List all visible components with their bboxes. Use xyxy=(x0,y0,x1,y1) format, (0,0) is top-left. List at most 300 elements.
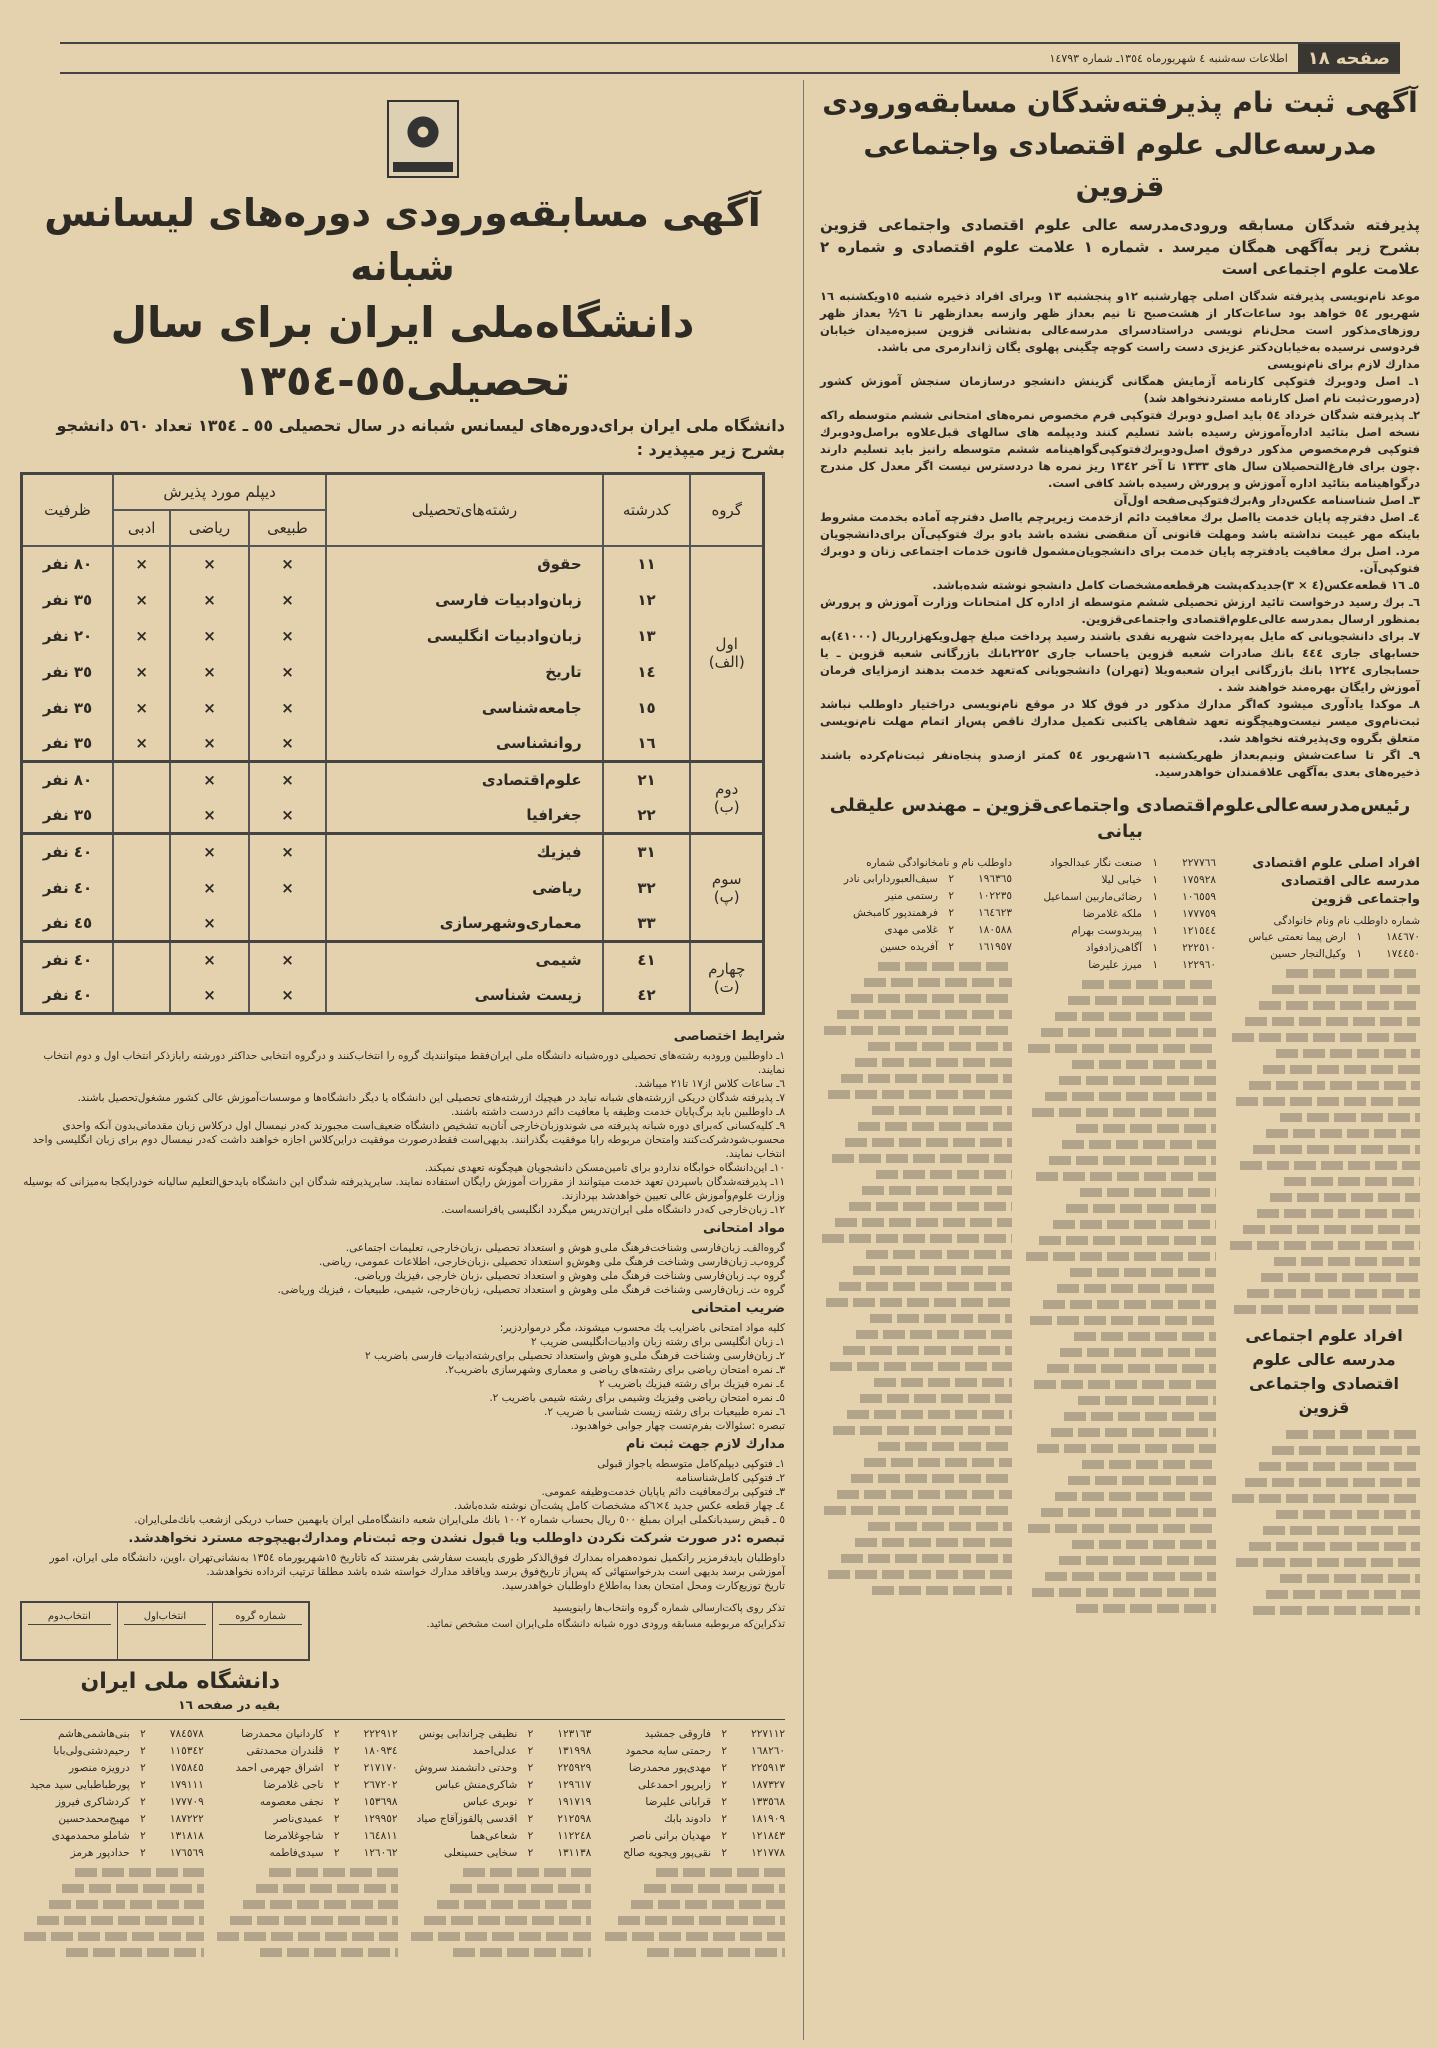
group-name: سوم xyxy=(711,869,742,888)
list-filler xyxy=(874,1378,1012,1387)
applicant-name: قرابانی علیرضا xyxy=(645,1796,711,1808)
text-line: ٧ـ پذیرفته شدگان دریكی ازرشته‌های شبانه نباید در هیچیك ازرشته‌های تحصیلی این دانشگاه یا دیگر دانشگاه‌ها و موسسات‌آموزش عالی كشور مشغول‌تحصیل باشند. xyxy=(77,1092,785,1104)
code-cell: ١٦ xyxy=(603,726,691,762)
diploma-nat-cell xyxy=(249,870,327,906)
field-code: ٢ xyxy=(948,924,954,936)
applicant-number: ٢٢٥٩١٣ xyxy=(751,1762,785,1774)
form-notes xyxy=(326,1601,785,1633)
applicant-name: سیدی‌فاطمه xyxy=(269,1847,324,1859)
text-line: ١ـ داوطلبین ورودبه رشته‌های تحصیلی دوره‌شبانه دانشگاه ملی ایران‌فقط میتوانندیك گروه را انتخاب‌كنند و درگروه انتخابی حداكثر دورشته رابازذكر انتخاب اول و دوم انتخاب نمایند. xyxy=(43,1050,785,1076)
diploma-nat-cell xyxy=(249,834,327,870)
list-filler xyxy=(849,1202,1012,1211)
list-filler xyxy=(62,1884,203,1893)
list-filler xyxy=(868,1522,1012,1531)
list-filler xyxy=(1043,1300,1216,1309)
list-filler xyxy=(1253,1606,1420,1615)
capacity-cell: ٢٠ نفر xyxy=(22,618,113,654)
check-mark-icon: × xyxy=(281,878,294,897)
applicant-name: خیابی لیلا xyxy=(1101,874,1142,886)
list-filler xyxy=(824,1026,1012,1035)
list-item xyxy=(408,1845,592,1861)
list-item xyxy=(20,1845,204,1861)
field-code: ٢ xyxy=(527,1762,534,1774)
list-filler xyxy=(856,1330,1012,1339)
list-item xyxy=(20,1811,204,1827)
list-item xyxy=(214,1726,398,1742)
page-label: صفحه xyxy=(1335,47,1390,69)
right-intro: پذیرفته شدگان مسابقه ورودی‌مدرسه عالی علوم اقتصادی واجتماعی قزوین بشرح زیر به‌آگهی همگان میرسد . شماره ١ علامت علوم اقتصادی و شماره ٢ علامت علوم اجتماعی است xyxy=(820,216,1420,278)
applicant-name: نوبری عباس xyxy=(463,1796,518,1808)
list-item xyxy=(1024,957,1216,973)
body-paragraph: ٢ـ پذیرفته شدگان خرداد ٥٤ باید اصل‌و دوبرك فتوكپی فرم مخصوص نمره‌های امتحانی ششم متوسطه راكه نسخه اصل بتائید اداره‌آموزش رسیده باشد تسلیم كنند ودیپلمه های سالهای قبل‌علاوه براصل‌ودوبرك فتوكپی فرم‌مخصوص مذكور درفوق اصل‌ودوبرك‌فتوكپی‌گواهینامه ششم متوسطه رانیز باید تسلیم دارند .چون برای فارغ‌التحصیلان سال های ١٣٣٣ تا آخر ١٣٤٢ ریز نمره ها دردسترس نیست اگر معدل كل مندرج درگواهینامه بتائید اداره آموزش و پرورش رسیده باشد كافی است. xyxy=(820,408,1421,490)
applicant-number: ١٢١٥٤٤ xyxy=(1182,925,1216,937)
list-filler xyxy=(1234,1305,1420,1314)
diploma-lit-cell xyxy=(113,582,170,618)
applicant-number: ٢٢٧١١٢ xyxy=(751,1728,785,1740)
table-row xyxy=(22,762,764,798)
diploma-math-cell xyxy=(170,834,248,870)
applicant-number: ١٨٧٣٢٧ xyxy=(751,1779,785,1791)
check-mark-icon: × xyxy=(281,555,294,573)
col-literary: ادبی xyxy=(113,510,170,546)
list-filler xyxy=(1068,1476,1216,1485)
university-signature: دانشگاه ملی ایران xyxy=(80,1669,280,1694)
list-filler xyxy=(864,1458,1012,1467)
field-code: ١ xyxy=(1152,891,1158,903)
applicant-name: اقدسی پالقوزآقاج صیاد xyxy=(416,1813,518,1825)
applicant-number: ١٨٧٢٢٢ xyxy=(169,1813,204,1825)
list-item xyxy=(820,871,1012,887)
table-row xyxy=(22,618,764,654)
list-filler xyxy=(826,1298,1012,1307)
list-item xyxy=(20,1794,204,1810)
list-filler xyxy=(24,1932,204,1941)
capacity-cell: ٣٥ نفر xyxy=(22,690,113,726)
text-line: ١٠ـ این‌دانشگاه خوابگاه ندارد‌و برای تامین‌مسكن دانشجویان هیچگونه تعهدی نمیكند. xyxy=(424,1162,785,1174)
right-body xyxy=(820,288,1420,781)
applicant-number: ١١٢٢٤٨ xyxy=(557,1830,592,1842)
text-line: ٣ـ نمره امتحان ریاضی برای رشته‌های ریاضی و معماری وشهرسازی باضریب٢. xyxy=(444,1364,785,1376)
list-item xyxy=(408,1794,592,1810)
list-filler xyxy=(1057,1284,1216,1293)
group-letter: (الف) xyxy=(708,653,745,672)
list-filler xyxy=(828,1090,1012,1099)
list-filler xyxy=(1080,1188,1216,1197)
text-line: ٢ـ زبان‌فارسی وشناخت فرهنگ ملی‌و هوش واستعداد تحصیلی برای‌رشته‌ادبیات فارسی باضریب ٢ xyxy=(365,1350,785,1362)
capacity-cell: ٤٠ نفر xyxy=(22,942,113,978)
list-filler xyxy=(1270,1193,1420,1202)
list-filler xyxy=(837,1010,1012,1019)
code-cell: ٢١ xyxy=(603,762,691,798)
diploma-math-cell xyxy=(170,726,248,762)
right-signature: رئیس‌مدرسه‌عالی‌علوم‌اقتصادی واجتماعی‌قزوین ـ مهندس علیقلی بیانی xyxy=(829,795,1411,842)
check-mark-icon: × xyxy=(203,951,216,970)
list-filler xyxy=(1272,985,1420,994)
list-filler xyxy=(1072,1540,1216,1549)
subjects-title: مواد امتحانی xyxy=(703,1221,785,1236)
field-cell: جامعه‌شناسی xyxy=(326,690,602,726)
list-item xyxy=(214,1845,398,1861)
text-line: گروه‌الف‌ـ زبان‌فارسی وشناخت‌فرهنگ ملی‌و هوش و استعداد تحصیلی ،زبان‌خارجی، تعلیمات اجتماعی. xyxy=(345,1242,785,1254)
list-filler xyxy=(1049,1156,1216,1165)
applicant-number: ١٧٦٥٦٩ xyxy=(169,1847,204,1859)
body-paragraph: ٤ـ اصل دفترچه پایان خدمت یااصل برك معافیت دائم ازخدمت زیرپرچم یااصل دفترچه آماده بخدمت مشروط باینكه مهر غیبت نداشته باشد ومهلت قانونی آن منقضی نشده باشد بادو برك فتوكپی‌آن برای‌دانشجویان مرد. اصل برك معافیت یادفترچه پایان خدمت برای دانشجویان‌مشمول قانون خدمات اجتماعی زنان و دوبرك فتوكپی‌آن. xyxy=(820,510,1420,575)
text-line: ١١ـ پذیرفته‌شدگان باسپردن تعهد خدمت میتوانند از مقررات آموزش رایگان استفاده نمایند. سایرپذیرفته شدگان این دانشگاه بایدحق‌التعلیم سالیانه خودرایكجا به‌میزانی كه بوسیله وزارت علوم‌وآموزش عالی تعیین خواهدشد بپردازند. xyxy=(23,1176,785,1202)
list-item xyxy=(601,1726,785,1742)
list-item xyxy=(20,1743,204,1759)
applicant-name: وحدتی دانشمند سروش xyxy=(414,1762,518,1774)
list-filler xyxy=(1070,1268,1216,1277)
list-item xyxy=(1024,940,1216,956)
table-row xyxy=(22,978,764,1014)
table-row xyxy=(22,906,764,942)
list-filler xyxy=(1076,1604,1216,1613)
list-filler xyxy=(631,1900,785,1909)
list-heading: افراد اصلی علوم اقتصادی مدرسه عالی اقتصادی واجتماعی قزوین xyxy=(1252,856,1420,907)
applicant-number: ١٦١٩٥٧ xyxy=(978,941,1012,953)
list-item xyxy=(408,1777,592,1793)
applicant-name: مهدیان برانی ناصر xyxy=(630,1830,711,1842)
university-logo xyxy=(387,100,459,178)
docs-title: مدارك لازم جهت ثبت نام xyxy=(625,1437,785,1452)
list-item xyxy=(408,1726,592,1742)
list-filler xyxy=(1243,1225,1420,1234)
applicant-number: ١٩١٧١٩ xyxy=(557,1796,592,1808)
applicant-number: ١٣١١٣٨ xyxy=(557,1847,592,1859)
list-filler xyxy=(855,1538,1012,1547)
text-line: ٤ـ چهار قطعه عكس جدید ٤×٦كه مشخصات كامل پشت‌آن نوشته شده‌باشد. xyxy=(453,1500,785,1512)
list-filler xyxy=(1276,1049,1420,1058)
applicant-name: حدادپور هرمز xyxy=(70,1847,130,1859)
applicant-name: پورطباطبایی سید مجید xyxy=(29,1779,130,1791)
text-line: ٥ ـ قبض رسیدبانكملی ایران بمبلغ ٥٠٠ ریال بحساب شماره ١٠٠٢ بانك ملی‌ایران شعبه دانشگاه‌ملی ایران یابهمین حساب دریكی ازشعب بانك‌ملی‌ایران. xyxy=(134,1514,785,1526)
text-line: گروه ت‌ـ زبان‌فارسی وشناخت فرهنگ ملی وهوش و استعداد تحصیلی، زبان‌خارجی، شیمی، طبیعیات ، فیزیك وریاضی. xyxy=(277,1284,785,1296)
field-code: ١ xyxy=(1152,942,1158,954)
diploma-math-cell xyxy=(170,762,248,798)
field-code: ٢ xyxy=(527,1745,534,1757)
applicant-name: رضائی‌ماربین اسماعیل xyxy=(1043,891,1142,903)
check-mark-icon: × xyxy=(281,843,294,862)
list-item xyxy=(1024,906,1216,922)
diploma-nat-cell xyxy=(249,582,327,618)
list-filler xyxy=(855,1058,1012,1067)
applicant-name: سیف‌العبوردارابی نادر xyxy=(843,873,938,885)
applicant-number: ٢٦٧٢٠٢ xyxy=(363,1779,398,1791)
check-mark-icon: × xyxy=(281,985,294,1004)
list-filler xyxy=(1059,1076,1216,1085)
list-filler xyxy=(1028,1044,1216,1053)
list-right-2 xyxy=(1024,855,1216,1620)
list-item xyxy=(601,1828,785,1844)
list-filler xyxy=(1232,1033,1420,1042)
list-filler xyxy=(851,994,1012,1003)
check-mark-icon: × xyxy=(281,771,294,790)
capacity-cell: ٣٥ نفر xyxy=(22,798,113,834)
list-filler xyxy=(845,1138,1012,1147)
field-cell: تاریخ xyxy=(326,654,602,690)
applicant-number: ١٢٩٦١٧ xyxy=(557,1779,592,1791)
list-filler xyxy=(833,1426,1012,1435)
field-code: ٢ xyxy=(140,1728,146,1740)
field-code: ١ xyxy=(1152,908,1158,920)
applicant-number: ١٥٣٦٩٨ xyxy=(363,1796,398,1808)
check-mark-icon: × xyxy=(203,590,216,609)
list-item xyxy=(601,1743,785,1759)
check-mark-icon: × xyxy=(135,555,148,573)
list-item xyxy=(1024,872,1216,888)
field-code: ٢ xyxy=(140,1813,146,1825)
check-mark-icon: × xyxy=(281,951,294,970)
list-filler xyxy=(1280,1113,1420,1122)
applicant-number: ٢١٢٥٩٨ xyxy=(557,1813,592,1825)
list-filler xyxy=(1257,1209,1420,1218)
bottom-list-2 xyxy=(408,1726,592,1964)
list-filler xyxy=(37,1916,204,1925)
col-field: رشته‌های‌تحصیلی xyxy=(326,474,602,546)
field-code: ١ xyxy=(1356,931,1362,943)
diploma-nat-cell xyxy=(249,546,327,582)
check-mark-icon: × xyxy=(203,698,216,717)
field-code: ٢ xyxy=(333,1779,340,1791)
diploma-math-cell xyxy=(170,546,248,582)
applicant-name: صنعت نگار عبدالجواد xyxy=(1050,857,1142,869)
applicant-name: شاملو محمدمهدی xyxy=(51,1830,130,1842)
list-filler xyxy=(463,1868,592,1877)
code-cell: ١٣ xyxy=(603,618,691,654)
list-item xyxy=(820,922,1012,938)
applicant-name: مهیج‌محمدحسین xyxy=(58,1813,130,1825)
flower-emblem-icon xyxy=(405,114,441,150)
capacity-cell: ٤٠ نفر xyxy=(22,870,113,906)
list-filler xyxy=(1041,1028,1216,1037)
list-filler xyxy=(828,1570,1012,1579)
diploma-nat-cell xyxy=(249,978,327,1014)
application-form-box xyxy=(20,1601,310,1661)
field-code: ٢ xyxy=(527,1830,534,1842)
field-cell: معماری‌وشهرسازی xyxy=(326,906,602,942)
diploma-nat-cell xyxy=(249,798,327,834)
list-item xyxy=(1024,889,1216,905)
list-filler xyxy=(1266,1129,1420,1138)
diploma-math-cell xyxy=(170,870,248,906)
applicant-number: ١٠٦٥٥٩ xyxy=(1182,891,1216,903)
applicant-number: ١٣١٩٩٨ xyxy=(557,1745,592,1757)
list-item xyxy=(20,1828,204,1844)
list-filler xyxy=(878,962,1012,971)
list-filler xyxy=(858,1122,1012,1131)
right-lists xyxy=(820,855,1420,1622)
list-filler xyxy=(832,1154,1012,1163)
diploma-nat-cell xyxy=(249,726,327,762)
list-filler xyxy=(1053,1220,1216,1229)
refund-note: تبصره :در صورت شركت نكردن داوطلب ویا قبول نشدن وجه ثبت‌نام ومدارك‌بهیچوجه مسترد نخواهدشد. xyxy=(128,1531,785,1546)
list-item xyxy=(601,1845,785,1861)
check-mark-icon: × xyxy=(135,698,148,717)
list-filler xyxy=(847,1410,1012,1419)
list-filler xyxy=(424,1916,591,1925)
applicant-number: ١٨٠٩٣٤ xyxy=(363,1745,398,1757)
list-filler xyxy=(822,1234,1012,1243)
group-letter: (پ) xyxy=(713,887,740,906)
list-item xyxy=(20,1777,204,1793)
applicant-name: شاجوغلامرضا xyxy=(264,1830,324,1842)
diploma-lit-cell xyxy=(113,690,170,726)
table-row xyxy=(22,690,764,726)
list-filler xyxy=(878,1442,1012,1451)
list-filler xyxy=(866,1250,1012,1259)
capacity-cell: ٨٠ نفر xyxy=(22,762,113,798)
field-code: ٢ xyxy=(527,1728,534,1740)
list-filler xyxy=(1261,1273,1420,1282)
list-filler xyxy=(837,1490,1012,1499)
list-filler xyxy=(1284,1177,1420,1186)
form-row xyxy=(20,1601,785,1661)
list-filler xyxy=(851,1474,1012,1483)
right-column xyxy=(820,82,1420,1622)
applicant-name: رحیم‌دشتی‌ولی‌بابا xyxy=(53,1745,130,1757)
diploma-lit-cell xyxy=(113,762,170,798)
code-cell: ٢٢ xyxy=(603,798,691,834)
check-mark-icon: × xyxy=(203,555,216,573)
check-mark-icon: × xyxy=(203,662,216,681)
list-filler xyxy=(1276,1510,1420,1519)
list-filler xyxy=(411,1932,591,1941)
list-filler xyxy=(1286,1430,1420,1439)
field-code: ٢ xyxy=(333,1813,340,1825)
diploma-lit-cell xyxy=(113,726,170,762)
capacity-cell: ٣٥ نفر xyxy=(22,726,113,762)
text-line: ٦ـ ساعات كلاس از١٧ تا٢١ میباشد. xyxy=(634,1078,785,1090)
list-filler xyxy=(839,1282,1012,1291)
form-note: تذكر روی پاكت‌ارسالی شماره گروه وانتخاب‌ها رابنویسید xyxy=(552,1603,785,1614)
list-filler xyxy=(1259,1462,1420,1471)
diploma-lit-cell xyxy=(113,942,170,978)
field-cell: فیزیك xyxy=(326,834,602,870)
applicant-number: ١١٥٣٤٢ xyxy=(169,1745,204,1757)
applicant-number: ١٧٩١١١ xyxy=(169,1779,204,1791)
diploma-lit-cell xyxy=(113,978,170,1014)
list-filler xyxy=(1026,1252,1216,1261)
body-paragraph: ١ـ اصل ودوبرك فتوكپی كارنامه آزمایش همگانی گزینش دانشجو درسازمان سنجش آموزش كشور (درصورت‌ثبت نام اصل كارنامه مستردنخواهد شد) xyxy=(820,374,1420,405)
list-item xyxy=(214,1743,398,1759)
diploma-nat-cell xyxy=(249,942,327,978)
list-item xyxy=(20,1726,204,1742)
group-cell xyxy=(690,834,763,942)
applicant-name: رستمی منیر xyxy=(885,890,938,902)
group-name: چهارم xyxy=(708,959,746,978)
group-cell xyxy=(690,762,763,834)
list-filler xyxy=(1263,1526,1420,1535)
list-filler xyxy=(860,1394,1012,1403)
list-filler xyxy=(1253,1145,1420,1154)
applicant-number: ١٧٧٧٥٩ xyxy=(1182,908,1216,920)
conditions-section xyxy=(20,1025,785,1433)
group-cell xyxy=(690,942,763,1014)
list-filler xyxy=(217,1932,397,1941)
list-item xyxy=(214,1811,398,1827)
check-mark-icon: × xyxy=(135,590,148,609)
left-column xyxy=(20,100,785,1964)
col-capacity: ظرفیت xyxy=(22,474,113,546)
list-filler xyxy=(260,1948,398,1957)
field-code: ٢ xyxy=(721,1779,727,1791)
applicant-name: كاردانیان محمدرضا xyxy=(241,1728,324,1740)
applicant-number: ١٢٣١٦٣ xyxy=(557,1728,592,1740)
list-filler xyxy=(830,1362,1012,1371)
bottom-list-1 xyxy=(601,1726,785,1964)
list-filler xyxy=(1045,1572,1216,1581)
field-cell: زبان‌وادبیات فارسی xyxy=(326,582,602,618)
code-cell: ١٤ xyxy=(603,654,691,690)
right-headline-2: مدرسه‌عالی علوم اقتصادی واجتماعی قزوین xyxy=(863,128,1377,203)
bottom-list-3 xyxy=(214,1726,398,1964)
text-line: گروه‌ب‌ـ زبان‌فارسی وشناخت فرهنگ ملی وهوش‌و استعداد تحصیلی ،زبان‌خارجی، اطلاعات عمومی، ریاضی. xyxy=(318,1256,785,1268)
applicant-name: نقی‌پور ویجویه صالح xyxy=(623,1847,711,1859)
field-code: ٢ xyxy=(721,1745,727,1757)
text-line: كلیه مواد امتحانی باضرایب یك محسوب میشوند، مگر درمواردزیر: xyxy=(499,1322,785,1334)
list-item xyxy=(20,1760,204,1776)
list-filler xyxy=(841,1074,1012,1083)
field-code: ٢ xyxy=(527,1779,534,1791)
list-item xyxy=(820,888,1012,904)
applicant-number: ١٢٢٩٦٠ xyxy=(1182,959,1216,971)
list-filler xyxy=(1068,996,1216,1005)
list-item xyxy=(214,1760,398,1776)
list-filler xyxy=(75,1868,204,1877)
list-filler xyxy=(269,1868,398,1877)
diploma-math-cell xyxy=(170,906,248,942)
list-filler xyxy=(1266,1590,1420,1599)
applicant-name: فاروقی جمشید xyxy=(644,1728,711,1740)
capacity-cell: ٨٠ نفر xyxy=(22,546,113,582)
table-row xyxy=(22,654,764,690)
list-item xyxy=(408,1828,592,1844)
col-diploma: دیپلم مورد پذیرش xyxy=(113,474,326,510)
check-mark-icon: × xyxy=(203,878,216,897)
text-line: تاریخ توزیع‌كارت ومحل امتحان بعدا به‌اطلاع داوطلبان خواهدرسید. xyxy=(501,1580,785,1592)
form-group-no: شماره گروه xyxy=(219,1611,302,1625)
page-number: ۱۸ xyxy=(1307,47,1330,69)
list-item xyxy=(601,1777,785,1793)
diploma-math-cell xyxy=(170,978,248,1014)
field-code: ١ xyxy=(1152,925,1158,937)
field-cell: ریاضی xyxy=(326,870,602,906)
applicant-name: غلامی مهدی xyxy=(884,924,938,936)
code-cell: ٣٢ xyxy=(603,870,691,906)
check-mark-icon: × xyxy=(281,805,294,824)
group-letter: (ب) xyxy=(713,797,740,816)
applicant-number: ١٦٨٢٦٠ xyxy=(751,1745,785,1757)
list-filler xyxy=(1274,1257,1420,1266)
list-filler xyxy=(1037,1444,1216,1453)
check-mark-icon: × xyxy=(281,733,294,752)
field-cell: علوم‌اقتصادی xyxy=(326,762,602,798)
applicant-name: ناجی غلامرضا xyxy=(263,1779,324,1791)
applicant-name: شاكری‌منش عباس xyxy=(435,1779,518,1791)
applicant-number: ٢٢٢٥١٠ xyxy=(1182,942,1216,954)
programs-table xyxy=(20,472,765,1015)
body-paragraph: ٨ـ موكدا یادآوری میشود كه‌اگر مدارك مذكور در فوق كلا در موقع نام‌نویسی دراختیار داوطلب نباشد ثبت‌نام‌وی میسر نیست‌وهیچگونه تعهد شفاهی یاكتبی تكمیل مدارك ناقص پس‌از اتمام مهلت نام‌نویسی متعلق بگروه وی‌پذیرفته نخواهد شد. xyxy=(820,697,1420,745)
applicant-number: ١٢١٧٧٨ xyxy=(751,1847,785,1859)
list-economics-main xyxy=(1228,855,1420,1622)
field-code: ٢ xyxy=(721,1830,727,1842)
list-filler xyxy=(1078,1396,1216,1405)
text-line: ٤ـ نمره فیزیك برای رشته فیزیك باضریب ٢ xyxy=(598,1378,785,1390)
list-filler xyxy=(230,1916,397,1925)
list-filler xyxy=(1280,1574,1420,1583)
continued-note: بقیه در صفحه ١٦ xyxy=(178,1698,280,1712)
list-filler xyxy=(437,1900,591,1909)
